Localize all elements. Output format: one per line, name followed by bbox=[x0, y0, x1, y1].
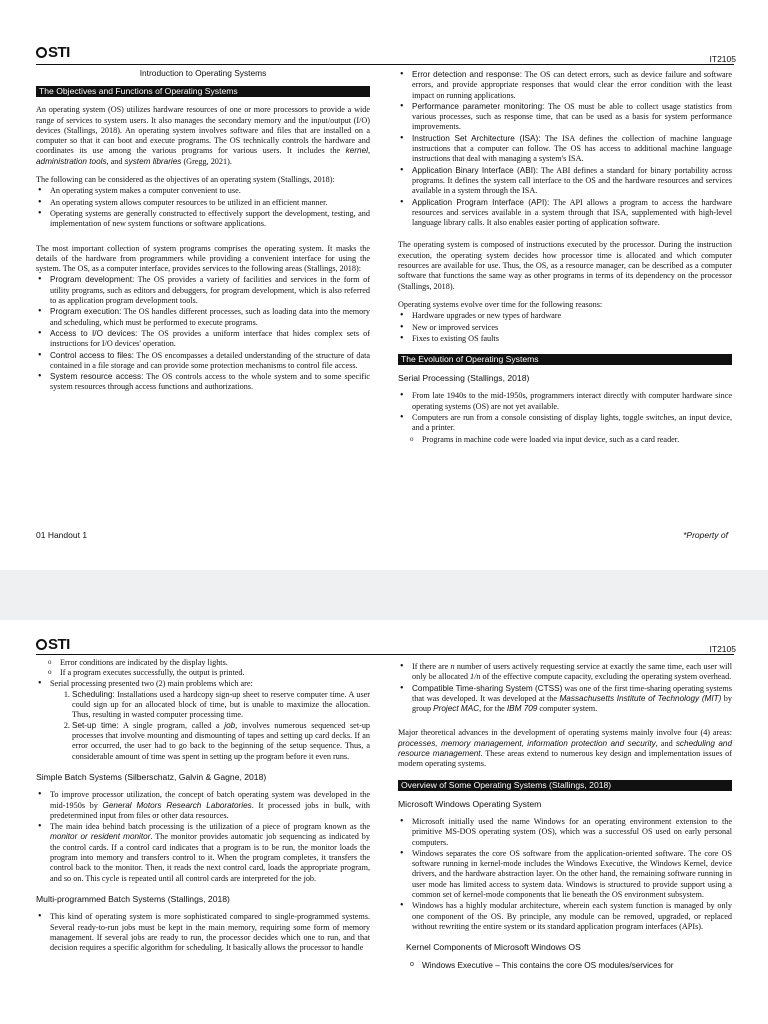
list-item: • Operating systems are generally constructed to effectively support the development, testing, and implementation of new system functions or software applications. bbox=[36, 209, 370, 230]
list-item: • From late 1940s to the mid-1950s, programmers interact directly with computer hardware since operating systems (OS) are not yet available. bbox=[398, 391, 732, 412]
serial-list bbox=[398, 391, 732, 433]
list-item: • Hardware upgrades or new types of hardware bbox=[398, 311, 732, 321]
list-item: o Windows Executive – This contains the core OS modules/services for bbox=[398, 961, 732, 971]
problems-list bbox=[36, 690, 370, 762]
left-column bbox=[36, 658, 370, 961]
services-list bbox=[36, 275, 370, 392]
composed-paragraph: The operating system is composed of instructions executed by the processor. During the instruction execution, the operating system decides how processor time is allocated and which computer resources are available for use. Thus, the OS, as a resource manager, can be described as a computer software that functions the same way as other programs in terms of its dependency on the processor (Stallings, 2018). bbox=[398, 240, 732, 291]
list-item: • Instruction Set Architecture (ISA): The ISA defines the collection of machine language instructions that a computer can follow. The OS has access to additional machine language instructions that deal with managing a system's ISA. bbox=[398, 134, 732, 165]
sti-logo: STI bbox=[36, 44, 70, 61]
section-bar-overview: Overview of Some Operating Systems (Stallings, 2018) bbox=[398, 780, 732, 791]
list-item: • Windows has a highly modular architecture, wherein each system function is managed by only one component of the OS. By principle, any module can be removed, upgraded, or replaced without rewriting the entire system or its standard application program interfaces (APIs). bbox=[398, 901, 732, 932]
objectives-intro: The following can be considered as the objectives of an operating system (Stallings, 2018): bbox=[36, 175, 335, 185]
evolve-list bbox=[398, 311, 732, 344]
advances-paragraph: Major theoretical advances in the development of operating systems mainly involve four (4) areas: processes, memory management, information protection and security, and scheduling and resource management. These areas extend to numerous key design and implementation issues of modern operating systems. bbox=[398, 728, 732, 769]
sti-logo-mark-icon bbox=[36, 47, 47, 58]
list-item: o Programs in machine code were loaded via input device, such as a card reader. bbox=[398, 435, 732, 445]
services-list-continued bbox=[398, 70, 732, 228]
list-item: • If there are n number of users actively requesting service at exactly the same time, each user will only be allocated 1/n of the effective compute capacity, excluding the operating system overhead. bbox=[398, 662, 732, 683]
intro-paragraph: An operating system (OS) utilizes hardware resources of one or more processors to provide a wide range of services to system users. It also manages the secondary memory and the input/output (I/O) devices (Stallings, 2018). An operating system involves software and files that are installed on a computer so that it can boot and execute programs. The OS technically controls the hardware and coordinates its use among the various programs for various users. It includes the kernel, administration tools, and system libraries (Gregg, 2021). bbox=[36, 105, 370, 166]
objectives-list bbox=[36, 186, 370, 229]
list-item: o If a program executes successfully, the output is printed. bbox=[36, 668, 370, 678]
header-rule bbox=[36, 654, 734, 655]
list-item: • Program execution: The OS handles different processes, such as loading data into the memory and scheduling, which must be performed to execute programs. bbox=[36, 307, 370, 328]
list-item: • Application Binary Interface (ABI): The ABI defines a standard for binary portability across programs. It defines the system call interface to the OS and the hardware resources and services available in a system through the ISA. bbox=[398, 166, 732, 197]
list-item: • System resource access: The OS controls access to the whole system and to some specific system resources through access functions and authorizations. bbox=[36, 372, 370, 393]
list-item: 1. Scheduling: Installations used a hardcopy sign-up sheet to reserve computer time. A user could sign up for an allocated block of time, but is unable to maximize the allocation. Thus, resulting in wasted computer processing time. bbox=[72, 690, 370, 721]
list-item: • Compatible Time-sharing System (CTSS) was one of the first time-sharing operating systems that was developed. It was developed at the Massachusetts Institute of Technology (MIT) by group Project MAC, for the IBM 709 computer system. bbox=[398, 684, 732, 715]
serial-heading: Serial Processing (Stallings, 2018) bbox=[398, 373, 530, 384]
kernel-heading: Kernel Components of Microsoft Windows OS bbox=[406, 942, 581, 953]
list-item: • Access to I/O devices: The OS provides a uniform interface that hides complex sets of instructions for I/O devices' operation. bbox=[36, 329, 370, 350]
list-item: • New or improved services bbox=[398, 323, 732, 333]
batch-heading: Simple Batch Systems (Silberschatz, Galvin & Gagne, 2018) bbox=[36, 771, 267, 782]
timesharing-list bbox=[398, 662, 732, 714]
list-item: • Application Program Interface (API): The API allows a program to access the hardware resources and services available in a system through that ISA, supplemented with high-level language library calls. It also enables easier porting of application software. bbox=[398, 198, 732, 229]
list-item: • Error detection and response: The OS can detect errors, such as device failure and software errors, and provide appropriate responses that would clear the error condition with the least impact on running applications. bbox=[398, 70, 732, 101]
page-gap bbox=[0, 570, 768, 620]
right-column bbox=[398, 70, 732, 445]
batch-list bbox=[36, 790, 370, 884]
list-item: • This kind of operating system is more sophisticated compared to single-programmed systems. Several ready-to-run jobs must be kept in the main memory, requiring some form of memory management. If several jobs are ready to run, the processor decides which one to run, and that decision requires a specific algorithm for scheduling. It basically allows the processor to handle bbox=[36, 912, 370, 953]
list-item: • To improve processor utilization, the concept of batch operating system was developed in the mid-1950s by General Motors Research Laboratories. It processed jobs in bulk, with predetermined input from files or other data resources. bbox=[36, 790, 370, 821]
list-item: • Serial processing presented two (2) main problems which are: bbox=[36, 679, 370, 689]
list-item: • An operating system makes a computer convenient to use. bbox=[36, 186, 370, 196]
header-rule bbox=[36, 64, 734, 65]
handout-page-2 bbox=[0, 620, 768, 1024]
list-item: • Program development: The OS provides a variety of facilities and services in the form of utility programs, such as editors and debuggers, for program development, which is also referred to as application program development tools. bbox=[36, 275, 370, 306]
sti-logo: STI bbox=[36, 636, 70, 653]
list-item: • Computers are run from a console consisting of display lights, toggle switches, an input device, and a printer. bbox=[398, 413, 732, 434]
serial-sub-list bbox=[398, 435, 732, 445]
right-column bbox=[398, 662, 732, 971]
windows-list bbox=[398, 817, 732, 932]
windows-heading: Microsoft Windows Operating System bbox=[398, 798, 542, 809]
evolve-intro: Operating systems evolve over time for the following reasons: bbox=[398, 299, 603, 309]
multi-heading: Multi-programmed Batch Systems (Stallings, 2018) bbox=[36, 893, 230, 904]
list-item: • Control access to files: The OS encompasses a detailed understanding of the structure of data contained in a file storage and can provide some protection mechanisms to control file access. bbox=[36, 351, 370, 372]
list-item: • An operating system allows computer resources to be utilized in an efficient manner. bbox=[36, 198, 370, 208]
list-item: o Error conditions are indicated by the display lights. bbox=[36, 658, 370, 668]
list-item: 2. Set-up time: A single program, called a job, involves numerous sequenced set-up processes that involve mounting and dismounting of tapes and setting up card decks. If an error occurred, the user had to go back to the beginning of the setup sequence. Thus, a considerable amount of time was spent in setting up the program before it even runs. bbox=[72, 721, 370, 762]
kernel-list bbox=[398, 961, 732, 971]
multi-list bbox=[36, 912, 370, 953]
list-item: • Microsoft initially used the name Windows for an operating environment extension to the primitive MS-DOS operating system (OS), which was a successful OS used on early personal computers. bbox=[398, 817, 732, 848]
list-item: • Windows separates the core OS software from the application-oriented software. The core OS software running in kernel-mode includes the Windows Executive, the Windows Kernel, device drivers, and the hardware abstraction layer. On the other hand, the remaining software running in user mode has limited access to system data. Windows is structured to provide support using a common set of kernel-mode components that lie beneath the OS environment subsystem. bbox=[398, 849, 732, 900]
section-bar-evolution: The Evolution of Operating Systems bbox=[398, 354, 732, 365]
services-intro: The most important collection of system programs comprises the operating system. It masks the details of the hardware from programmers while providing a convenient interface for using the system. The OS, as a computer interface, provides services to the following areas (Stallings, 2018): bbox=[36, 243, 370, 274]
course-code: IT2105 bbox=[709, 644, 736, 654]
left-column bbox=[36, 68, 370, 401]
section-bar-objectives: The Objectives and Functions of Operating Systems bbox=[36, 86, 370, 97]
footer-property: *Property of bbox=[683, 530, 728, 540]
sti-logo-mark-icon bbox=[36, 639, 47, 650]
list-item: • Performance parameter monitoring: The OS must be able to collect usage statistics from various processes, such as response time, that can be used as a basis for system performance improvements. bbox=[398, 102, 732, 133]
page-title: Introduction to Operating Systems bbox=[139, 68, 267, 78]
list-item: • The main idea behind batch processing is the utilization of a piece of program known as the monitor or resident monitor. The monitor provides automatic job sequencing as indicated by the control cards. If a control card indicates that a program is to be run, the monitor loads the program into memory and transfers control to it. When the program completes, it transfers the control back to the monitor. Then, it reads the next control card, loads the appropriate program, and so on. This cycle is repeated until all control cards are interpreted for the job. bbox=[36, 822, 370, 884]
list-item: • Fixes to existing OS faults bbox=[398, 334, 732, 344]
footer-handout: 01 Handout 1 bbox=[36, 530, 88, 540]
serial-sub-list-continued bbox=[36, 658, 370, 679]
course-code: IT2105 bbox=[709, 54, 736, 64]
problems-intro-list bbox=[36, 679, 370, 689]
